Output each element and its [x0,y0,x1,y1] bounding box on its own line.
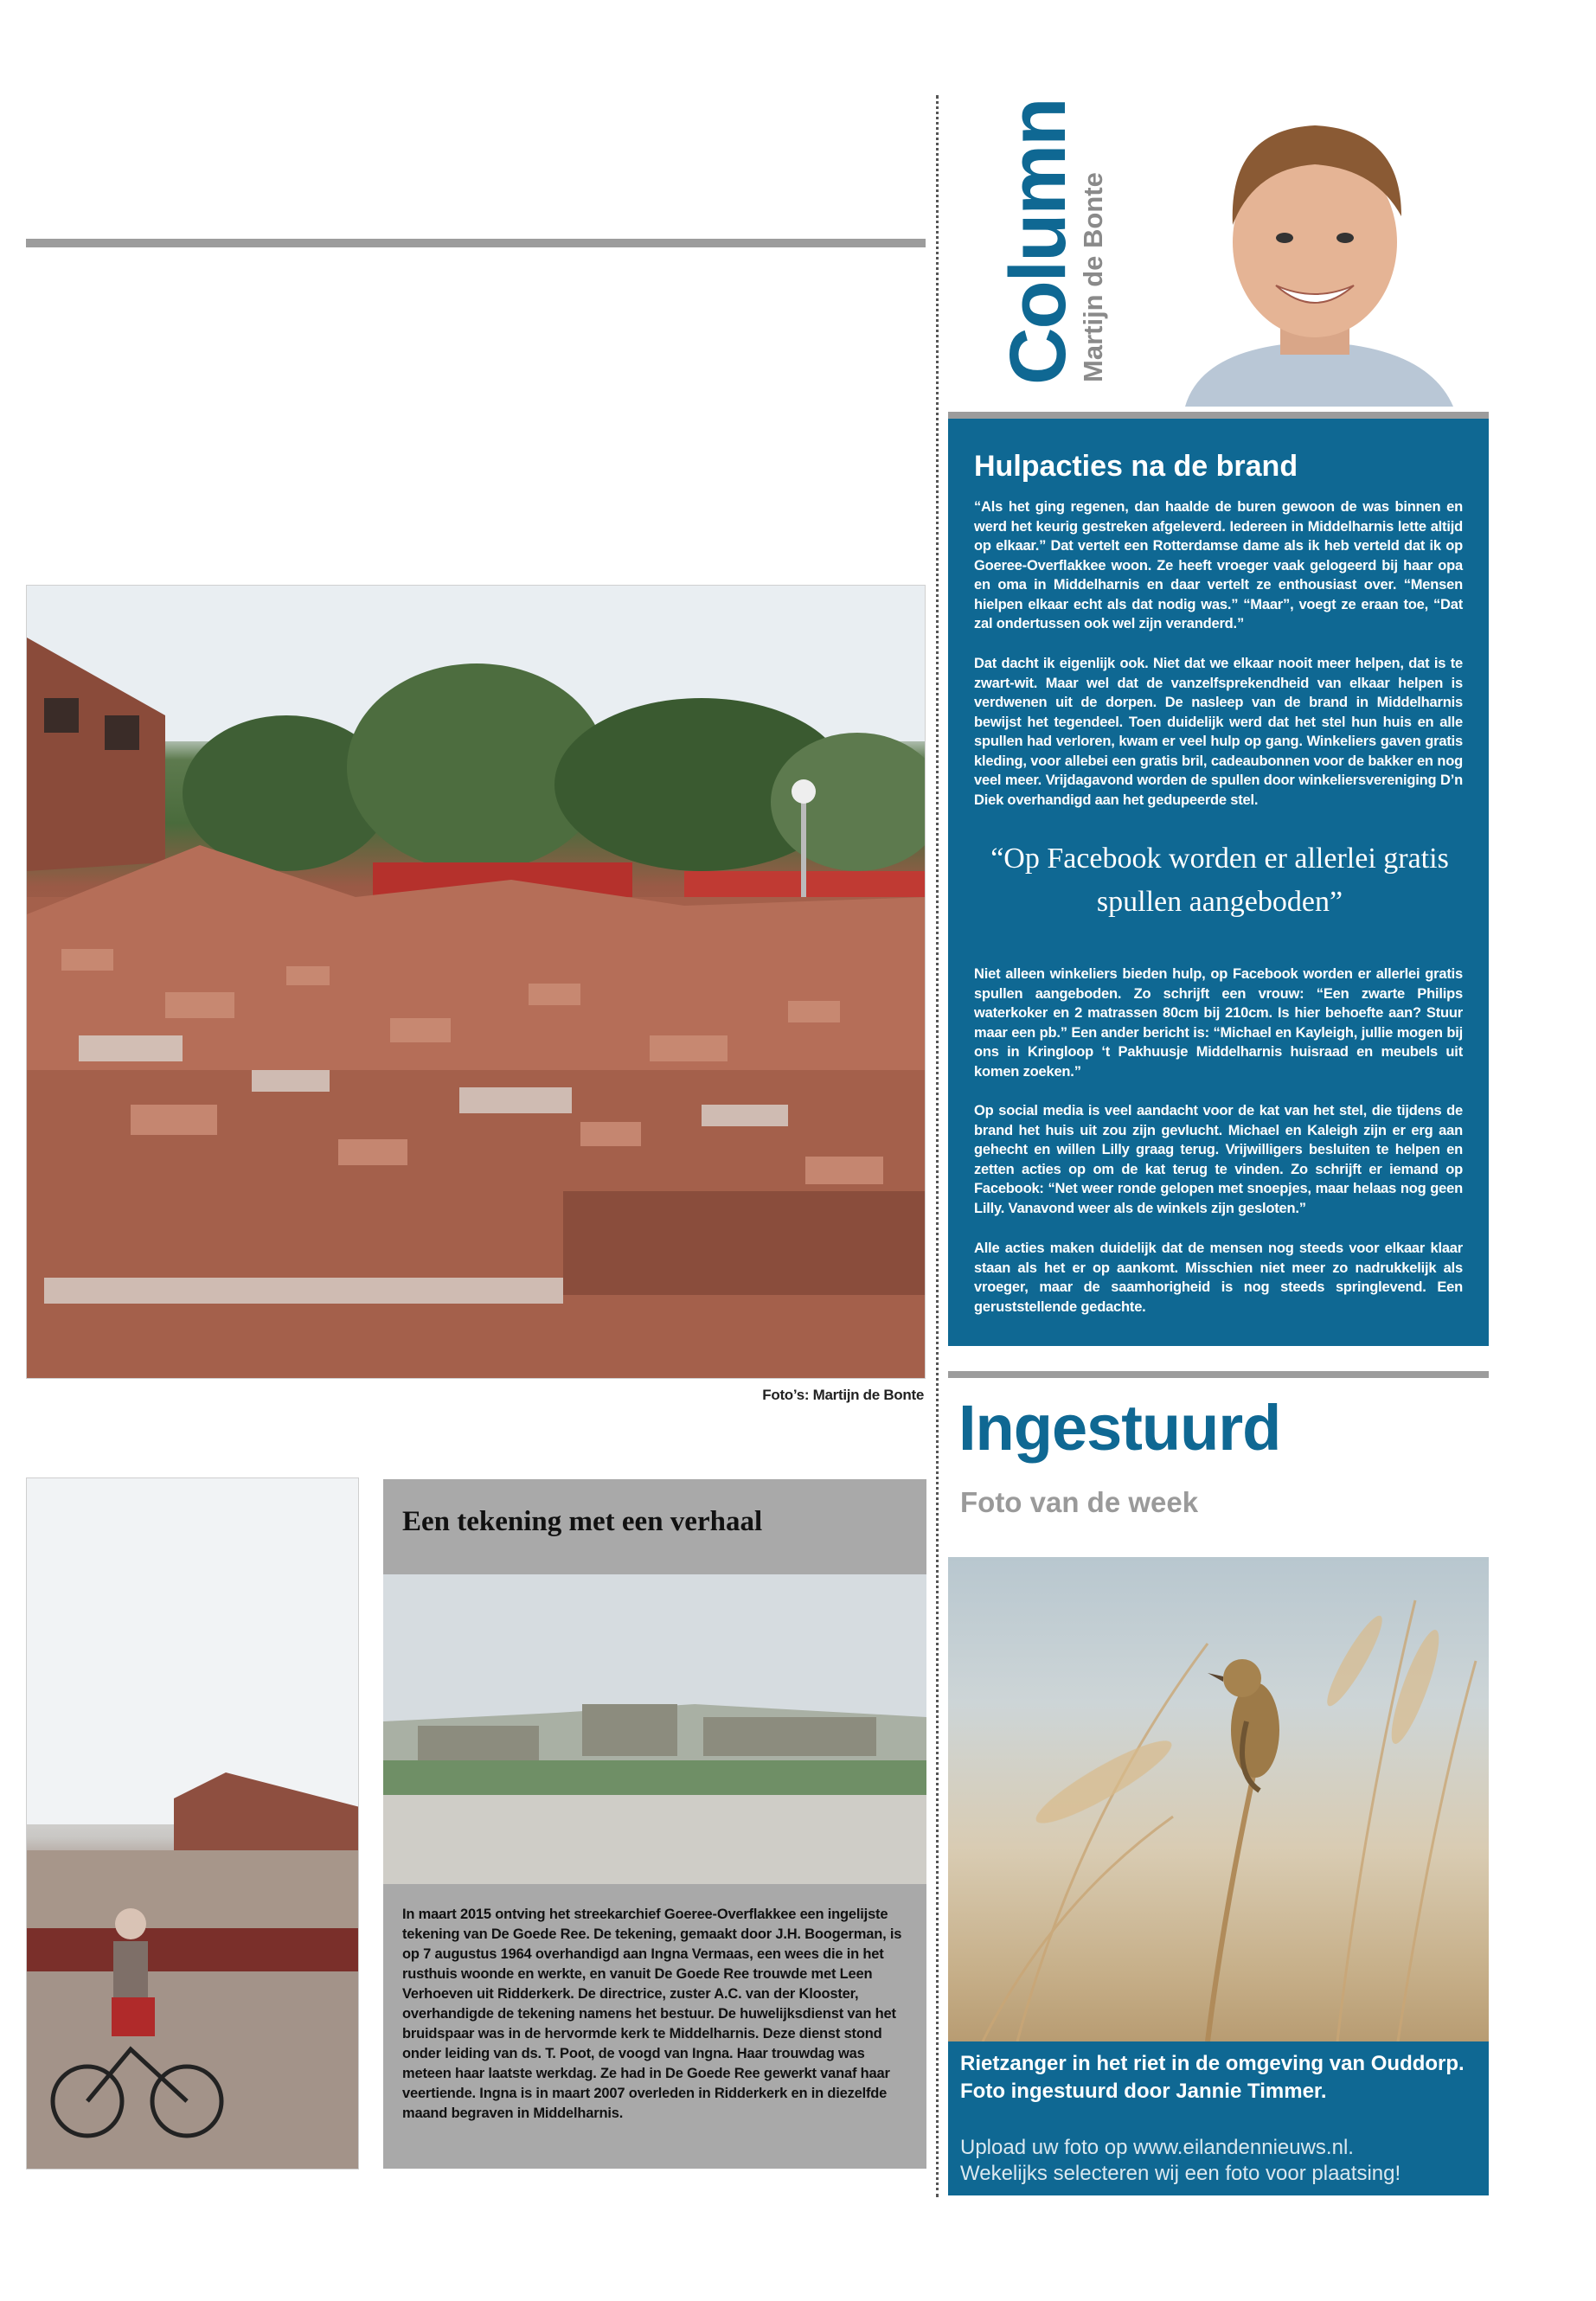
drawing-text: In maart 2015 ontving het streekarchief Goeree-Overflakkee een ingelijste tekening van De Goede Ree. De tekening, gemaakt door J.H. Boogerman, is op 7 augustus 1964 overhandigd aan Ingna Vermaas, een wees die in het rusthuis woonde en werkte, en vanuit De Goede Ree trouwde met Leen Verhoeven uit Ridderkerk. De directrice, zuster A.C. van der Klooster, overhandigde de tekening namens het bestuur. De huwelijksdienst van het bruidspaar was in de hervormde kerk te Middelharnis. Deze dienst stond onder leiding van ds. T. Poot, de voogd van Ingna. Haar trouwdag was meteen haar laatste werkdag. Ze had in De Goede Ree gewerkt vanaf haar veertiende. Ingna is in maart 2007 overleden in Ridderkerk en in diezelfde maand begraven in Middelharnis. [402,1907,902,2121]
photo-credit: Foto’s: Martijn de Bonte [762,1387,924,1403]
column-paragraph: Niet alleen winkeliers bieden hulp, op Facebook worden er allerlei gratis spullen aangeboden. Zo schrijft een vrouw: “Een zwarte Philips waterkoker en 2 matrassen 80cm bij 210cm. Is hier behoefte aan? Stuur maar een pb.” Een ander bericht is: “Michael en Kayleigh, jullie mogen bij ons in Kringloop ‘t Pakhuusje Middelharnis huisraad en meubels uit komen zoeken.” [974,966,1463,1080]
column-paragraph: Dat dacht ik eigenlijk ook. Niet dat we elkaar nooit meer helpen, dat is te zwart-wit. Maar wel dat de vanzelfsprekendheid van elkaar helpen is verdwenen uit de dorpen. De nasleep van de brand in Middelharnis bewijst het tegendeel. Toen duidelijk werd dat het stel hun huis en alle spullen had verloren, kwam er veel hulp op gang. Winkeliers gaven gratis kleding, voor allebei een gratis bril, cadeaubonnen voor de bakker en nog veel meer. Vrijdagavond worden de spullen door winkeliersvereniging D’n Diek overhandigd aan het gedupeerde stel. [974,656,1463,808]
column-divider [936,95,939,2197]
upload-note [960,2135,1479,2187]
bird-photo [948,1557,1489,2041]
column-title: Hulpacties na de brand [974,450,1298,483]
column-paragraph: Op social media is veel aandacht voor de kat van het stel, die tijdens de brand het huis uit zou zijn gevlucht. Michael en Kaleigh zijn er erg aan gehecht en willen Lilly graag terug. Vrijwilligers besluiten te helpen en zetten acties op om de kat terug te vinden. Zo schrijft er iemand op Facebook: “Net weer ronde gelopen met snoepjes, maar helaas nog geen Lilly. Vanavond weer als de winkels zijn gesloten.” [974,1103,1463,1216]
column-label: Column [994,99,1082,385]
pull-quote: “Op Facebook worden er allerlei gratis spullen aangeboden” [990,843,1449,918]
bird-caption: Rietzanger in het riet in de omgeving van Ouddorp. Foto ingestuurd door Jannie Timmer. [960,2052,1465,2103]
column-author: Martijn de Bonte [1078,172,1108,382]
top-rule [26,239,926,247]
drawing-image [383,1574,926,1884]
ingestuurd-rule [948,1371,1489,1378]
drawing-title: Een tekening met een verhaal [402,1506,763,1537]
author-portrait [1151,95,1488,407]
rubble-photo [26,585,926,1379]
ingestuurd-title: Ingestuurd [958,1392,1281,1464]
upload-link-text: Upload uw foto op www.eilandennieuws.nl. [960,2136,1354,2159]
upload-info-text: Wekelijks selecteren wij een foto voor plaatsing! [960,2162,1401,2185]
column-paragraph: “Als het ging regenen, dan haalde de buren gewoon de was binnen en werd het keurig gestreken afgeleverd. Iedereen in Middelharnis lette altijd op elkaar.” Dat vertelt een Rotterdamse dame als ik heb verteld dat ik op Goeree-Overflakkee woon. Ze heeft vroeger vaak gelogeerd bij haar opa en oma in Middelharnis en daar vertelt ze enthousiast over. “Mensen hielpen elkaar echt als dat nodig was.” “Maar”, voegt ze eraan toe, “Dat zal ondertussen ook wel zijn veranderd.” [974,499,1463,631]
cyclist-photo [26,1477,359,2170]
ingestuurd-subtitle: Foto van de week [960,1486,1199,1518]
column-paragraph: Alle acties maken duidelijk dat de mensen nog steeds voor elkaar klaar staan als het er op aankomt. Misschien niet meer zo nadrukkelijk als vroeger, maar de saamhorigheid is nog steeds springlevend. Een geruststellende gedachte. [974,1240,1463,1315]
